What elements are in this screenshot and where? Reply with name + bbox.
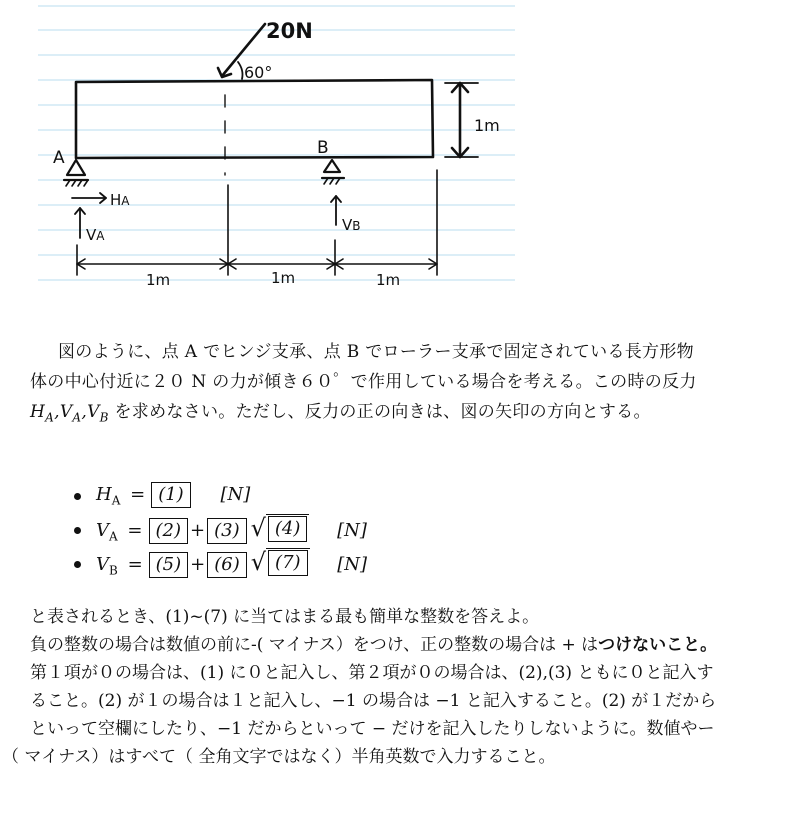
- angle-label: 60°: [244, 63, 273, 82]
- svg-text:VA: [86, 226, 105, 244]
- vb-unit: [N]: [337, 554, 368, 575]
- bullet: [74, 561, 81, 568]
- dimension-label-3: 1m: [376, 271, 401, 289]
- hinge-support-a: [67, 160, 85, 175]
- formula-ha: $H_A = (1)$ [N]: [74, 478, 474, 512]
- va-unit: [N]: [337, 520, 367, 541]
- ha-sub: A: [121, 194, 130, 208]
- span-dimensions: [77, 170, 437, 275]
- note-line-6: （ マイナス）はすべて（ 全角文字ではなく）半角英数で入力すること。: [2, 747, 556, 767]
- point-a-label: A: [53, 148, 65, 168]
- ha-sub: A: [111, 493, 121, 508]
- va-label: V: [86, 226, 97, 244]
- va-sub: A: [109, 529, 118, 544]
- note-line-3: 第１項が０の場合は、(1) に０と記入し、第２項が０の場合は、(2),(3) ともに０と記入す: [30, 663, 714, 683]
- va-var: V: [96, 520, 109, 541]
- ha-label: H: [110, 191, 122, 209]
- answer-box-3[interactable]: (3): [207, 518, 247, 544]
- angle-arc: [238, 62, 243, 79]
- dimension-label-1: 1m: [146, 271, 171, 289]
- answer-box-5[interactable]: (5): [149, 552, 189, 578]
- ha-unit: [N]: [220, 484, 251, 505]
- vb-sub: B: [352, 219, 361, 233]
- note-line-1: と表されるとき、(1)~(7) に当てはまる最も簡単な整数を答えよ。: [30, 607, 540, 627]
- problem-line-3: を求めなさい。ただし、反力の正の向きは、図の矢印の方向とする。: [114, 402, 651, 422]
- bullet: [74, 527, 81, 534]
- point-b-label: B: [317, 138, 329, 158]
- problem-line-3-wrap: [30, 398, 775, 432]
- answer-box-7[interactable]: (7): [268, 550, 308, 576]
- note-line-5: といって空欄にしたり、−1 だからといって − だけを記入したりしないように。数値やー: [30, 719, 715, 739]
- reaction-symbols: $H_A,V_A,V_B$: [30, 402, 109, 425]
- note-line-2: [30, 631, 780, 659]
- answer-box-6[interactable]: (6): [207, 552, 247, 578]
- beam-diagram: [0, 0, 520, 295]
- sqrt-sign: √ (4): [249, 514, 310, 542]
- svg-text:HA: [110, 191, 130, 209]
- vb-var: V: [96, 554, 109, 575]
- vb-label: V: [342, 216, 353, 234]
- ha-var: H: [96, 484, 112, 505]
- force-label: 20N: [266, 19, 313, 43]
- note-line-2a: 負の整数の場合は数値の前に-( マイナス）をつけ、正の整数の場合は + は: [30, 635, 599, 655]
- answer-box-4[interactable]: (4): [268, 516, 308, 542]
- instructions: [2, 603, 780, 771]
- problem-text: [30, 338, 775, 367]
- note-line-2b: つけないこと。: [598, 635, 718, 655]
- vb-sub: B: [109, 563, 118, 578]
- notebook-lines: [38, 6, 515, 280]
- bullet: [74, 493, 81, 500]
- dimension-label-2: 1m: [271, 269, 296, 287]
- formula-va: $V_A = (2) + (3)$ √ (4) [N]: [74, 512, 474, 546]
- formula-vb: $V_B = (5) + (6)$ √ (7) [N]: [74, 546, 474, 580]
- answer-box-2[interactable]: (2): [149, 518, 189, 544]
- beam-rectangle: [76, 80, 433, 158]
- svg-text:VB: [342, 216, 361, 234]
- answer-formulas: [74, 478, 474, 580]
- va-sub: A: [96, 229, 105, 243]
- roller-support-b: [324, 160, 340, 172]
- sqrt-sign: √ (7): [249, 548, 310, 576]
- problem-line-1: 図のように、点 A でヒンジ支承、点 B でローラー支承で固定されている長方形物: [58, 342, 694, 362]
- problem-line-2: 体の中心付近に２０ N の力が傾き６０゜で作用している場合を考える。この時の反力: [30, 372, 697, 392]
- height-label: 1m: [474, 116, 500, 135]
- note-line-4: ること。(2) が１の場合は１と記入し、−1 の場合は −1 と記入すること。(2) が１だから: [30, 691, 717, 711]
- answer-box-1[interactable]: (1): [151, 482, 191, 508]
